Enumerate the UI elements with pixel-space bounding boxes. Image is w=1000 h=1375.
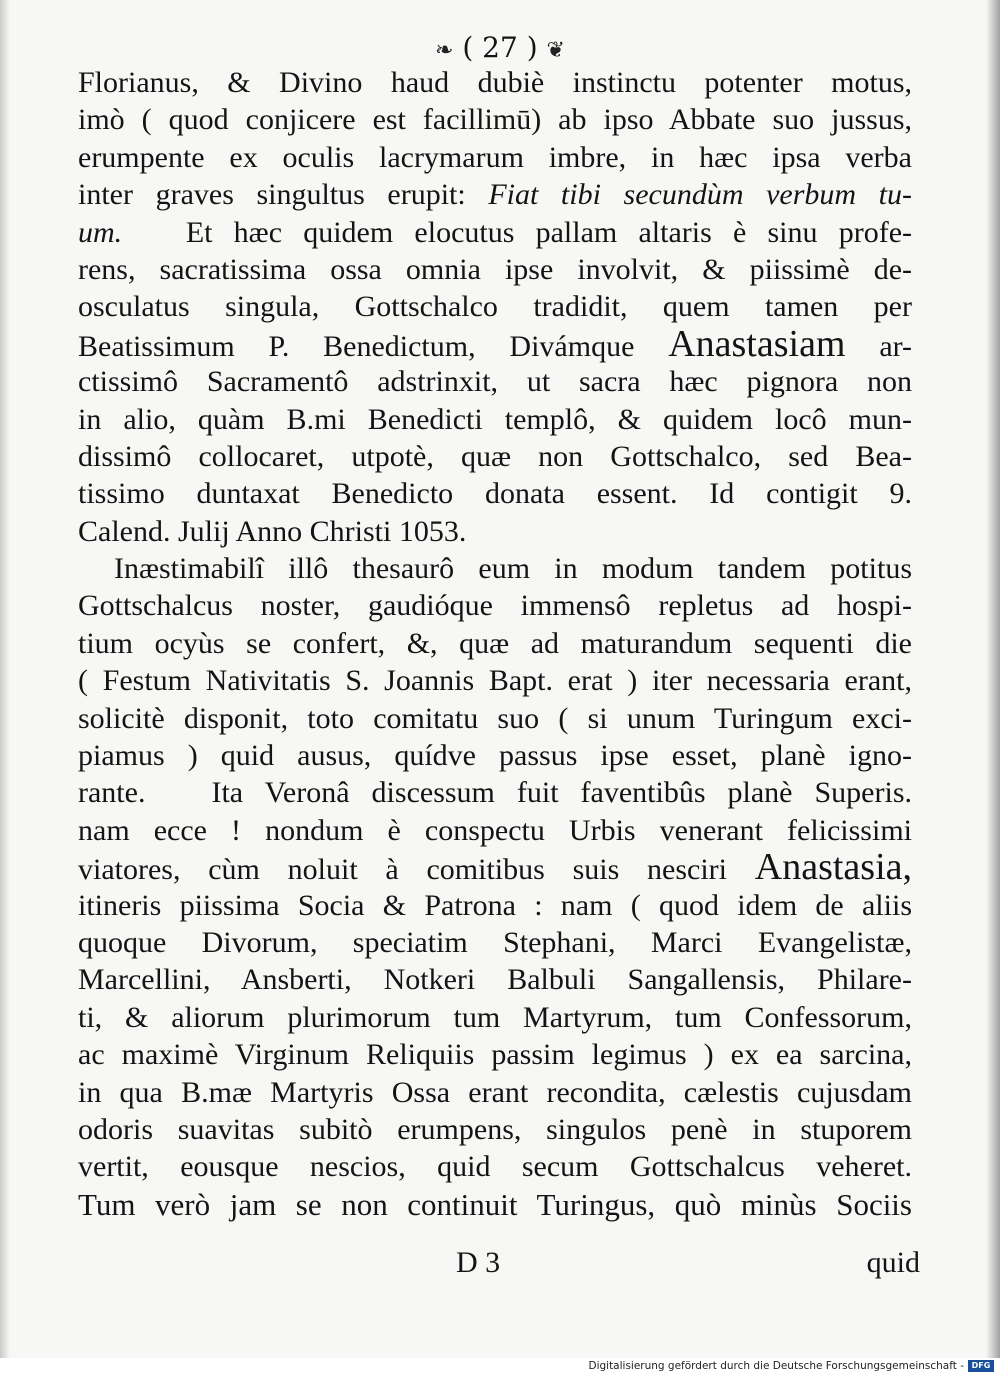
text-line [78, 322, 913, 365]
text-line: imò ( quod conjicere est facillimū) ab ipso Abbate suo jussus, [78, 103, 912, 137]
text-line: ti, & aliorum plurimorum tum Martyrum, tum Confessorum, [78, 1000, 912, 1034]
date-text: Id contigit 9. [709, 477, 912, 511]
text-line: Marcellini, Ansberti, Notkeri Balbuli Sangallensis, Philare- [78, 963, 912, 997]
text-line: in qua B.mæ Martyris Ossa erant recondita, cælestis cujusdam [78, 1075, 912, 1109]
biblical-quote-end: um. [78, 215, 123, 249]
text-segment: Et hæc quidem elocutus pallam altaris è sinu profe- [185, 215, 912, 249]
page-footer [78, 1246, 920, 1286]
left-ornament-icon: ❧ [435, 38, 454, 63]
text-line: nam ecce ! nondum è conspectu Urbis venerant felicissimi [78, 813, 912, 847]
text-line: Gottschalcus noster, gaudióque immensô repletus ad hospi- [78, 589, 912, 623]
signature-mark: D 3 [456, 1246, 501, 1279]
text-line: Florianus, & Divino haud dubiè instinctu potenter motus, [78, 66, 912, 99]
digitization-credit: Digitalisierung gefördert durch die Deutsche Forschungsgemeinschaft - [588, 1360, 964, 1372]
text-line: Tum verò jam se non continuit Turingus, quò minùs Sociis [78, 1186, 912, 1222]
body-text [78, 64, 912, 1223]
text-line: ac maximè Virginum Reliquiis passim legimus ) ex ea sarcina, [78, 1038, 912, 1072]
saint-name-emphasis: Anastasia, [754, 846, 912, 889]
text-line: piamus ) quid ausus, quídve passus ipse esset, planè igno- [78, 739, 912, 773]
page-edge-shadow [986, 0, 1000, 1358]
text-segment: tissimo duntaxat Benedicto donata essent. [78, 477, 678, 511]
text-line: quoque Divorum, speciatim Stephani, Marci Evangelistæ, [78, 925, 912, 959]
text-line [78, 475, 912, 512]
dfg-logo: DFG [968, 1360, 994, 1372]
text-line: erumpente ex oculis lacrymarum imbre, in hæc ipsa verba [78, 140, 912, 174]
text-line: Calend. Julij Anno Christi 1053. [78, 514, 467, 548]
text-line: osculatus singula, Gottschalco tradidit, quem tamen per [78, 290, 912, 324]
text-line [78, 214, 912, 251]
text-line: solicitè disponit, toto comitatu suo ( si unum Turingum exci- [78, 701, 912, 735]
text-line: odoris suavitas subitò erumpens, singulos penè in stuporem [78, 1112, 912, 1146]
text-segment: Beatissimum P. Benedictum, Divámque [78, 329, 635, 363]
page-number: ( 27 ) [462, 31, 538, 64]
page-number-header [0, 30, 1000, 66]
right-ornament-icon: ❦ [546, 38, 565, 63]
text-segment: viatores, cùm noluit à comitibus suis nesciri [78, 853, 727, 887]
text-line: dissimô collocaret, utpotè, quæ non Gottschalco, sed Bea- [78, 439, 912, 473]
text-line: vertit, eousque nescios, quid secum Gottschalcus veheret. [78, 1150, 912, 1184]
text-segment: ar- [879, 329, 913, 363]
text-line [78, 176, 912, 213]
text-line: ( Festum Nativitatis S. Joannis Bapt. erat ) iter necessaria erant, [78, 664, 912, 698]
biblical-quote: Fiat tibi secundùm verbum tu- [488, 178, 913, 212]
text-line: tium ocyùs se confert, &, quæ ad maturandum sequenti die [78, 626, 912, 660]
text-segment: inter graves singultus erupit: [78, 178, 466, 212]
page-gutter-shadow [0, 0, 10, 1358]
text-line: rens, sacratissima ossa omnia ipse involvit, & piissimè de- [78, 252, 912, 286]
saint-name-emphasis: Anastasiam [668, 322, 846, 365]
text-line: in alio, quàm B.mi Benedicti templô, & quidem locô mun- [78, 402, 912, 436]
text-line [78, 774, 912, 811]
text-line: ctissimô Sacramentô adstrinxit, ut sacra hæc pignora non [78, 365, 912, 399]
text-segment: rante. [78, 776, 146, 810]
text-line [78, 846, 912, 889]
text-segment: Ita Veronâ discessum fuit faventibûs planè Superis. [211, 776, 912, 810]
paragraph-first-line: Inæstimabilî illô thesaurô eum in modum tandem potitus [114, 552, 912, 586]
text-line: itineris piissima Socia & Patrona : nam ( quod idem de aliis [78, 888, 912, 922]
catchword: quid [866, 1246, 920, 1279]
